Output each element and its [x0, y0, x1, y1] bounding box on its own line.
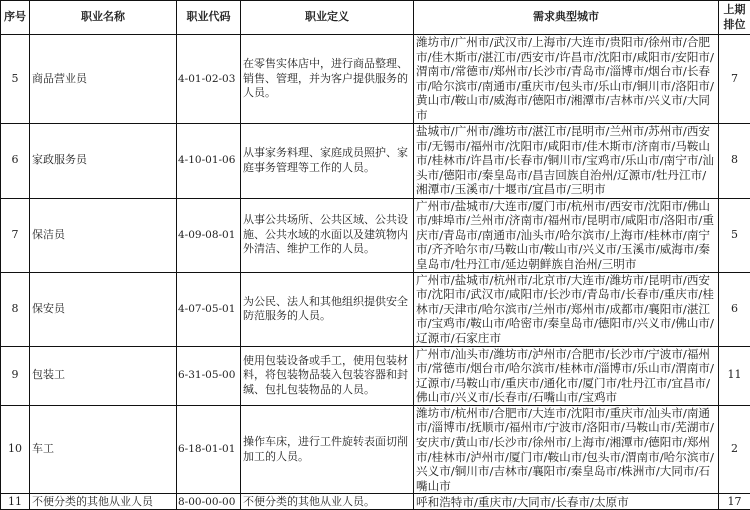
occupation-code: 4-07-05-01	[177, 272, 241, 346]
header-cities: 需求典型城市	[414, 1, 719, 35]
occupation-code: 6-31-05-00	[177, 346, 241, 405]
row-index: 11	[1, 494, 30, 510]
occupation-name: 家政服务员	[30, 123, 177, 198]
occupation-code: 8-00-00-00	[177, 494, 241, 510]
row-index: 5	[1, 35, 30, 124]
demand-cities: 潍坊市/广州市/武汉市/上海市/大连市/贵阳市/徐州市/合肥市/佳木斯市/湛江市/西安市/许昌市/沈阳市/咸阳市/安阳市/渭南市/常德市/郑州市/长沙市/青岛市/淄博市/烟台市/长春市/哈尔滨市/南通市/重庆市/包头市/乐山市/铜川市/洛阳市/黄山市/鞍山市/威海市/德阳市/湘潭市/吉林市/兴义市/大同市	[414, 35, 719, 124]
occupation-definition: 为公民、法人和其他组织提供安全防范服务的人员。	[241, 272, 414, 346]
demand-cities: 盐城市/广州市/潍坊市/湛江市/昆明市/兰州市/苏州市/西安市/无锡市/福州市/沈阳市/咸阳市/佳木斯市/济南市/马鞍山市/桂林市/许昌市/长春市/铜川市/宝鸡市/乐山市/南宁市/汕头市/德阳市/秦皇岛市/昌吉回族自治州/辽源市/牡丹江市/湘潭市/玉溪市/十堰市/宜昌市/三明市	[414, 123, 719, 198]
occupation-name: 保洁员	[30, 198, 177, 272]
table-row	[1, 123, 750, 198]
last-rank: 8	[719, 123, 750, 198]
table-row	[1, 494, 750, 510]
table-row	[1, 405, 750, 494]
occupation-definition: 操作车床，进行工件旋转表面切削加工的人员。	[241, 405, 414, 494]
header-code: 职业代码	[177, 1, 241, 35]
table-row	[1, 198, 750, 272]
occupation-definition: 在零售实体店中，进行商品整理、销售、管理，并为客户提供服务的人员。	[241, 35, 414, 124]
header-name: 职业名称	[30, 1, 177, 35]
row-index: 6	[1, 123, 30, 198]
row-index: 10	[1, 405, 30, 494]
last-rank: 17	[719, 494, 750, 510]
header-definition: 职业定义	[241, 1, 414, 35]
row-index: 8	[1, 272, 30, 346]
occupation-definition: 从事家务料理、家庭成员照护、家庭事务管理等工作的人员。	[241, 123, 414, 198]
occupation-name: 包装工	[30, 346, 177, 405]
demand-cities: 潍坊市/杭州市/合肥市/大连市/沈阳市/重庆市/汕头市/南通市/淄博市/抚顺市/福州市/宁波市/洛阳市/马鞍山市/芜湖市/安庆市/黄山市/长沙市/徐州市/上海市/湘潭市/德阳市/郑州市/桂林市/泸州市/厦门市/鞍山市/包头市/渭南市/哈尔滨市/兴义市/铜川市/吉林市/襄阳市/秦皇岛市/株洲市/大同市/石嘴山市	[414, 405, 719, 494]
occupation-definition: 不便分类的其他从业人员。	[241, 494, 414, 510]
row-index: 7	[1, 198, 30, 272]
last-rank: 11	[719, 346, 750, 405]
table-row	[1, 35, 750, 124]
occupation-name: 车工	[30, 405, 177, 494]
header-last-rank: 上期排位	[719, 1, 750, 35]
occupation-name: 不便分类的其他从业人员	[30, 494, 177, 510]
occupation-definition: 从事公共场所、公共区域、公共设施、公共水域的水面以及建筑物内外清洁、维护工作的人员。	[241, 198, 414, 272]
occupation-code: 4-09-08-01	[177, 198, 241, 272]
header-index: 序号	[1, 1, 30, 35]
header-row	[1, 1, 750, 35]
occupation-name: 商品营业员	[30, 35, 177, 124]
row-index: 9	[1, 346, 30, 405]
last-rank: 6	[719, 272, 750, 346]
occupation-code: 4-10-01-06	[177, 123, 241, 198]
demand-cities: 呼和浩特市/重庆市/大同市/长春市/太原市	[414, 494, 719, 510]
demand-cities: 广州市/盐城市/大连市/厦门市/杭州市/西安市/沈阳市/佛山市/蚌埠市/兰州市/济南市/福州市/昆明市/咸阳市/洛阳市/重庆市/青岛市/南通市/汕头市/哈尔滨市/上海市/桂林市/南宁市/齐齐哈尔市/马鞍山市/鞍山市/兴义市/玉溪市/威海市/秦皇岛市/牡丹江市/延边朝鲜族自治州/三明市	[414, 198, 719, 272]
occupation-code: 4-01-02-03	[177, 35, 241, 124]
last-rank: 7	[719, 35, 750, 124]
occupation-code: 6-18-01-01	[177, 405, 241, 494]
demand-cities: 广州市/盐城市/杭州市/北京市/大连市/潍坊市/昆明市/西安市/沈阳市/武汉市/咸阳市/长沙市/青岛市/长春市/重庆市/桂林市/天津市/哈尔滨市/兰州市/郑州市/成都市/襄阳市/湛江市/宝鸡市/鞍山市/哈密市/秦皇岛市/德阳市/兴义市/佛山市/辽源市/石家庄市	[414, 272, 719, 346]
last-rank: 5	[719, 198, 750, 272]
occupation-name: 保安员	[30, 272, 177, 346]
last-rank: 2	[719, 405, 750, 494]
table-row	[1, 346, 750, 405]
occupation-definition: 使用包装设备或手工，使用包装材料，将包装物品装入包装容器和封缄、包扎包装物品的人员。	[241, 346, 414, 405]
demand-cities: 广州市/汕头市/潍坊市/泸州市/合肥市/长沙市/宁波市/福州市/常德市/烟台市/哈尔滨市/桂林市/淄博市/乐山市/渭南市/辽源市/马鞍山市/重庆市/通化市/厦门市/牡丹江市/宜昌市/佛山市/兴义市/长春市/石嘴山市/宝鸡市	[414, 346, 719, 405]
table-row	[1, 272, 750, 346]
